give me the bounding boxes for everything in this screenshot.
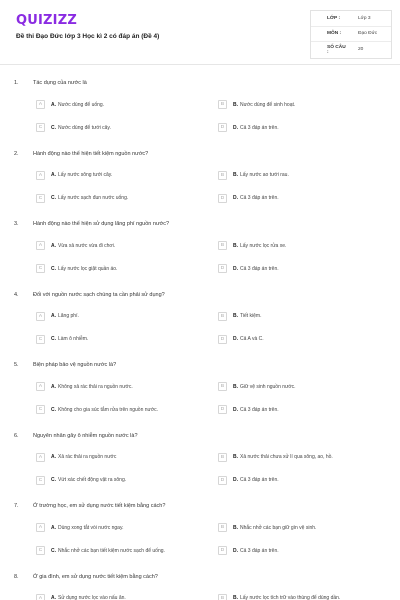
option-label <box>51 336 88 342</box>
option-text: Cả 3 đáp án trên. <box>240 547 279 554</box>
answer-option[interactable] <box>36 475 126 486</box>
option-checkbox[interactable]: A <box>36 312 45 321</box>
option-label <box>51 548 165 554</box>
meta-value: Đạo Đức <box>358 31 378 37</box>
answer-option[interactable] <box>36 99 104 110</box>
option-text: Xả nước thải chưa xử lí qua sông, ao, hồ. <box>240 454 333 460</box>
answer-option[interactable] <box>36 240 115 251</box>
option-label <box>233 407 279 413</box>
option-letter: B. <box>233 172 238 178</box>
option-checkbox[interactable]: C <box>36 264 45 273</box>
option-letter: A. <box>51 595 56 600</box>
option-label <box>233 384 296 390</box>
option-checkbox[interactable]: A <box>36 594 45 600</box>
answer-option[interactable] <box>36 334 88 345</box>
option-label <box>233 243 286 249</box>
option-checkbox[interactable]: D <box>218 546 227 555</box>
option-label <box>51 384 133 390</box>
option-text: Nước dùng để uống. <box>58 101 105 108</box>
option-letter: B. <box>233 101 238 108</box>
option-checkbox[interactable]: D <box>218 123 227 132</box>
answer-option[interactable] <box>218 381 296 392</box>
option-letter: C. <box>51 265 56 272</box>
option-checkbox[interactable]: B <box>218 523 227 532</box>
option-text: Giữ vệ sinh nguồn nước. <box>240 383 296 390</box>
question-item <box>0 292 400 352</box>
option-text: Lãng phí. <box>58 313 79 319</box>
option-label <box>51 477 126 483</box>
answer-option[interactable] <box>218 99 295 110</box>
answer-option[interactable] <box>218 545 279 556</box>
option-letter: C. <box>51 195 56 201</box>
option-letter: D. <box>233 477 238 483</box>
question-item <box>0 503 400 563</box>
answer-option[interactable] <box>218 334 264 345</box>
option-checkbox[interactable]: B <box>218 100 227 109</box>
option-letter: C. <box>51 336 56 342</box>
option-text: Cả 3 đáp án trên. <box>240 195 279 201</box>
question-item <box>0 433 400 493</box>
answer-option[interactable] <box>218 193 279 204</box>
option-label <box>233 195 279 201</box>
option-checkbox[interactable]: B <box>218 453 227 462</box>
question-number: 4. <box>14 291 19 298</box>
answer-option[interactable] <box>36 311 79 322</box>
answer-option[interactable] <box>36 122 111 133</box>
question-item <box>0 574 400 600</box>
answer-option[interactable] <box>36 522 123 533</box>
option-letter: B. <box>233 524 238 531</box>
question-text: Hành động nào thể hiện sử dụng lãng phí nguồn nước? <box>33 221 170 227</box>
option-letter: D. <box>233 195 238 201</box>
header-divider <box>0 64 400 65</box>
option-label <box>51 195 128 201</box>
option-checkbox[interactable]: D <box>218 335 227 344</box>
option-text: Cả 3 đáp án trên. <box>240 406 279 413</box>
option-checkbox[interactable]: A <box>36 241 45 250</box>
option-text: Lấy nước ao tưới rau. <box>240 172 289 178</box>
option-checkbox[interactable]: C <box>36 335 45 344</box>
option-letter: C. <box>51 477 56 483</box>
option-text: Không xả rác thải ra nguồn nước. <box>58 383 133 390</box>
option-label <box>51 525 123 531</box>
question-number: 1. <box>14 80 19 86</box>
option-text: Lấy nước lọc giặt quần áo. <box>58 265 118 272</box>
option-letter: C. <box>51 406 56 413</box>
question-text: Biện pháp bảo vệ nguồn nước là? <box>33 362 117 368</box>
option-letter: A. <box>51 242 56 249</box>
question-number: 5. <box>14 362 19 368</box>
option-checkbox[interactable]: B <box>218 171 227 180</box>
question-text: Ở gia đình, em sử dụng nước tiết kiệm bằng cách? <box>33 573 158 580</box>
answer-option[interactable] <box>218 593 340 600</box>
answer-option[interactable] <box>218 522 316 533</box>
question-text: Nguyên nhân gây ô nhiễm nguồn nước là? <box>33 432 138 439</box>
option-text: Cả 3 đáp án trên. <box>240 477 279 483</box>
question-text: Hành động nào thể hiện tiết kiệm nguồn nước? <box>33 150 149 157</box>
meta-row-count <box>311 42 391 58</box>
option-text: Xả rác thải ra nguồn nước <box>58 454 117 460</box>
option-checkbox[interactable]: D <box>218 476 227 485</box>
answer-option[interactable] <box>218 122 279 133</box>
option-letter: B. <box>233 383 238 390</box>
option-letter: B. <box>233 595 238 600</box>
option-letter: A. <box>51 101 56 108</box>
page-title: Đề thi Đạo Đức lớp 3 Học kì 2 có đáp án (Đề 4) <box>16 33 160 40</box>
option-label <box>51 172 112 178</box>
option-label <box>51 102 104 108</box>
option-text: Vứt xác chết động vật ra sông. <box>58 477 127 483</box>
worksheet-header <box>0 0 400 62</box>
option-label <box>51 266 117 272</box>
option-letter: D. <box>233 406 238 413</box>
option-letter: A. <box>51 313 56 319</box>
answer-option[interactable] <box>218 263 279 274</box>
option-label <box>233 548 279 554</box>
option-label <box>233 336 264 342</box>
option-text: Vừa xả nước vừa đi chơi. <box>58 242 116 249</box>
option-label <box>233 266 279 272</box>
option-checkbox[interactable]: C <box>36 194 45 203</box>
option-text: Nước dùng để tưới cây. <box>58 124 111 131</box>
answer-option[interactable] <box>218 311 261 322</box>
option-letter: B. <box>233 313 238 319</box>
option-text: Lấy nước lọc rửa xe. <box>240 242 287 249</box>
option-letter: A. <box>51 524 56 531</box>
option-label <box>51 313 79 319</box>
option-label <box>51 595 126 600</box>
question-text: Đối với nguồn nước sạch chúng ta cần phải sử dụng? <box>33 291 165 298</box>
option-checkbox[interactable]: A <box>36 453 45 462</box>
option-text: Nhắc nhở các bạn tiết kiệm nước sạch để uống. <box>58 547 165 554</box>
answer-option[interactable] <box>36 381 133 392</box>
option-checkbox[interactable]: B <box>218 241 227 250</box>
option-letter: D. <box>233 336 238 342</box>
answer-option[interactable] <box>36 263 117 274</box>
meta-row-subject <box>311 27 391 43</box>
option-label <box>51 125 111 131</box>
option-text: Cả A và C. <box>240 336 264 342</box>
option-checkbox[interactable]: D <box>218 194 227 203</box>
option-text: Cả 3 đáp án trên. <box>240 124 279 131</box>
answer-option[interactable] <box>218 170 289 181</box>
meta-key: MÔN : <box>327 31 342 37</box>
answer-option[interactable] <box>218 240 286 251</box>
option-text: Dùng xong tắt vòi nước ngay. <box>58 524 124 531</box>
option-label <box>233 102 295 108</box>
option-letter: D. <box>233 265 238 272</box>
option-letter: D. <box>233 124 238 131</box>
meta-key: SỐ CÂU : <box>327 44 346 55</box>
option-label <box>233 454 333 460</box>
option-label <box>233 477 279 483</box>
option-letter: C. <box>51 124 56 131</box>
meta-table <box>310 10 392 59</box>
option-text: Nhắc nhở các bạn giữ gìn vệ sinh. <box>240 524 317 531</box>
answer-option[interactable] <box>218 452 333 463</box>
answer-option[interactable] <box>36 404 158 415</box>
question-number: 7. <box>14 503 19 509</box>
meta-value: 20 <box>358 47 364 53</box>
quizizz-logo: QUIZIZZ <box>16 13 77 28</box>
question-item <box>0 362 400 422</box>
option-text: Không cho gia súc tắm rửa trên nguồn nước. <box>58 406 159 413</box>
option-checkbox[interactable]: A <box>36 523 45 532</box>
option-label <box>233 525 316 531</box>
option-label <box>51 454 116 460</box>
question-text: Tác dụng của nước là <box>33 80 87 86</box>
option-label <box>233 172 289 178</box>
option-text: Cả 3 đáp án trên. <box>240 265 279 272</box>
option-letter: D. <box>233 547 238 554</box>
option-label <box>233 313 261 319</box>
option-checkbox[interactable]: D <box>218 405 227 414</box>
meta-row-class <box>311 11 391 27</box>
option-label <box>233 595 340 600</box>
question-number: 8. <box>14 573 19 580</box>
option-text: Tiết kiệm. <box>240 313 262 319</box>
question-number: 2. <box>14 150 19 157</box>
option-checkbox[interactable]: D <box>218 264 227 273</box>
option-checkbox[interactable]: A <box>36 100 45 109</box>
question-item <box>0 221 400 281</box>
answer-option[interactable] <box>218 475 279 486</box>
option-checkbox[interactable]: C <box>36 123 45 132</box>
question-item <box>0 80 400 140</box>
meta-value: Lớp 3 <box>358 15 371 21</box>
option-checkbox[interactable]: B <box>218 594 227 600</box>
option-text: Lấy nước lọc tích trữ vào thùng để dùng dần. <box>240 595 341 600</box>
option-letter: B. <box>233 242 238 249</box>
answer-option[interactable] <box>36 593 126 600</box>
option-letter: B. <box>233 454 238 460</box>
option-text: Nước dùng để sinh hoạt. <box>240 101 296 108</box>
option-letter: A. <box>51 172 56 178</box>
option-letter: A. <box>51 383 56 390</box>
option-checkbox[interactable]: C <box>36 476 45 485</box>
question-item <box>0 151 400 211</box>
answer-option[interactable] <box>36 170 112 181</box>
answer-option[interactable] <box>36 545 165 556</box>
option-checkbox[interactable]: A <box>36 382 45 391</box>
question-number: 3. <box>14 221 19 227</box>
option-letter: C. <box>51 547 56 554</box>
option-checkbox[interactable]: C <box>36 546 45 555</box>
answer-option[interactable] <box>36 452 116 463</box>
answer-option[interactable] <box>218 404 279 415</box>
option-checkbox[interactable]: B <box>218 382 227 391</box>
option-label <box>51 243 115 249</box>
option-label <box>233 125 279 131</box>
option-label <box>51 407 158 413</box>
option-text: Làm ô nhiễm. <box>58 336 89 342</box>
option-text: Lấy nước sạch đun nước uống. <box>58 195 129 201</box>
question-number: 6. <box>14 432 19 439</box>
question-text: Ở trường học, em sử dụng nước tiết kiệm bằng cách? <box>33 503 166 509</box>
option-checkbox[interactable]: A <box>36 171 45 180</box>
option-checkbox[interactable]: B <box>218 312 227 321</box>
answer-option[interactable] <box>36 193 128 204</box>
meta-key: LỚP : <box>327 15 341 21</box>
option-text: Sử dụng nước lọc vào nấu ăn. <box>58 595 126 600</box>
option-text: Lấy nước sông tưới cây. <box>58 172 113 178</box>
option-letter: A. <box>51 454 56 460</box>
option-checkbox[interactable]: C <box>36 405 45 414</box>
